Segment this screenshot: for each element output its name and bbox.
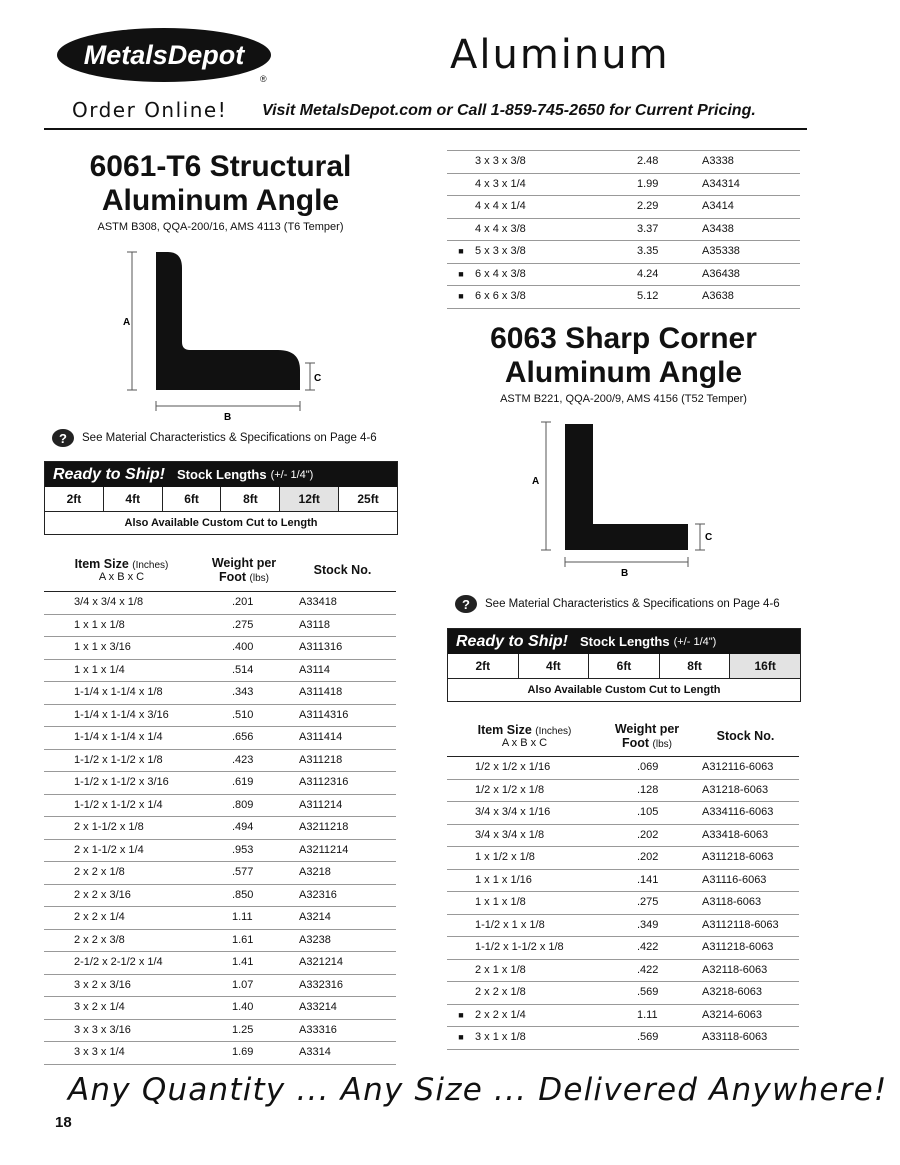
item-size-cell: 3/4 x 3/4 x 1/16 — [475, 806, 551, 818]
table-row — [447, 1005, 799, 1028]
table-row — [44, 705, 396, 728]
logo-text: MetalsDepot — [83, 40, 245, 70]
item-size-cell: 1 x 1 x 1/16 — [475, 873, 532, 886]
stock-no-cell: A34314 — [702, 177, 740, 190]
dim-c-label: C — [705, 532, 713, 543]
right-spec: ASTM B221, QQA-200/9, AMS 4156 (T52 Temper) — [500, 393, 747, 405]
item-size-cell: 1-1/2 x 1-1/2 x 1/4 — [74, 798, 163, 811]
stock-no-cell: A33316 — [299, 1023, 337, 1036]
stock-length-cell: 25ft — [357, 492, 379, 506]
weight-cell: .202 — [637, 851, 659, 863]
weight-cell: .953 — [232, 843, 254, 856]
stock-length-cell: 16ft — [730, 654, 800, 678]
weight-cell: 3.37 — [637, 222, 659, 235]
item-size-cell: 1/2 x 1/2 x 1/16 — [475, 761, 551, 773]
table-row — [447, 196, 800, 219]
stock-no-cell: A3118 — [299, 618, 330, 631]
stock-length-cell: 4ft — [104, 487, 163, 511]
page-title: Aluminum — [450, 32, 670, 78]
bullet-marker: ■ — [458, 246, 464, 256]
weight-cell: .422 — [637, 963, 659, 976]
weight-cell: 1.25 — [232, 1023, 254, 1036]
col-item-size-label: Item Size — [74, 557, 129, 571]
bullet-marker — [447, 757, 475, 779]
bullet-marker — [447, 196, 475, 218]
col-item-size-sub: A x B x C — [98, 571, 145, 583]
weight-cell: .141 — [637, 873, 659, 886]
col-item-size-unit: (Inches) — [132, 560, 169, 571]
stock-no-cell: A32316 — [299, 888, 337, 901]
col-weight-label: Weight per — [614, 722, 680, 736]
weight-cell: 2.48 — [637, 155, 659, 167]
table-row — [44, 592, 396, 615]
item-size-cell: 1 x 1 x 1/8 — [74, 618, 125, 631]
stock-no-cell: A3238 — [299, 933, 331, 946]
weight-cell: .400 — [232, 641, 254, 653]
item-size-cell: 3 x 3 x 3/8 — [475, 155, 526, 167]
bullet-marker — [447, 982, 475, 1004]
stock-no-cell: A311414 — [299, 731, 343, 743]
right-title-line2: Aluminum Angle — [504, 356, 743, 389]
dim-b-label: B — [621, 568, 629, 579]
table-row — [447, 286, 800, 309]
col-stock-no: Stock No. — [716, 729, 775, 743]
weight-cell: .201 — [232, 596, 254, 608]
stock-lengths-row — [448, 654, 800, 679]
bullet-marker — [447, 174, 475, 196]
stock-no-cell: A3218-6063 — [702, 986, 762, 998]
weight-cell: .619 — [232, 776, 254, 788]
left-table-rows — [44, 592, 396, 1065]
weight-cell: .569 — [637, 986, 659, 998]
item-size-cell: 1 x 1 x 1/4 — [74, 663, 125, 676]
right-ready-to-ship-box — [447, 628, 801, 702]
item-size-cell: 2-1/2 x 2-1/2 x 1/4 — [74, 956, 163, 968]
metalsdepot-logo[interactable] — [56, 26, 276, 84]
item-size-cell: 2 x 1 x 1/8 — [475, 963, 526, 976]
weight-cell: .275 — [637, 896, 659, 908]
item-size-cell: 1-1/2 x 1-1/2 x 1/8 — [475, 941, 564, 953]
table-row — [447, 982, 799, 1005]
table-row — [44, 772, 396, 795]
stock-no-cell: A334116-6063 — [702, 806, 774, 818]
tagline: Any Quantity ... Any Size ... Delivered Anywhere! — [68, 1072, 888, 1108]
visit-pricing-text: Visit MetalsDepot.com or Call 1-859-745-2650 for Current Pricing. — [262, 102, 756, 119]
weight-cell: .202 — [637, 828, 659, 841]
stock-no-cell: A311418 — [299, 686, 343, 698]
col-item-size-unit: (Inches) — [535, 726, 572, 737]
left-spec-note[interactable] — [52, 429, 377, 447]
stock-no-cell: A3118-6063 — [702, 896, 762, 908]
item-size-cell: 2 x 1-1/2 x 1/8 — [74, 821, 144, 833]
right-product-table — [447, 716, 799, 1050]
bullet-marker — [447, 802, 475, 824]
bullet-marker: ■ — [458, 1032, 464, 1042]
stock-no-cell: A35338 — [702, 245, 740, 257]
question-icon: ? — [455, 595, 477, 613]
weight-cell: 1.99 — [637, 177, 659, 190]
right-spec-note[interactable] — [455, 595, 780, 613]
table-row — [447, 1027, 799, 1050]
weight-cell: 2.29 — [637, 200, 659, 212]
item-size-cell: 4 x 4 x 1/4 — [475, 200, 526, 212]
weight-cell: 1.07 — [232, 978, 254, 991]
stock-no-cell: A311218 — [299, 753, 343, 766]
stock-no-cell: A312116-6063 — [702, 761, 774, 773]
dim-c-label: C — [314, 373, 322, 384]
bullet-marker: ■ — [458, 1009, 464, 1020]
stock-no-cell: A3638 — [702, 290, 734, 302]
table-row — [44, 750, 396, 773]
table-row — [44, 1020, 396, 1043]
bullet-marker — [447, 892, 475, 914]
col-weight-unit: (lbs) — [249, 573, 269, 584]
table-row — [447, 151, 800, 174]
table-row — [44, 1042, 396, 1065]
table-header — [44, 549, 396, 592]
stock-length-cell: 2ft — [448, 654, 519, 678]
weight-cell: .850 — [232, 888, 254, 901]
stock-no-cell: A31116-6063 — [702, 873, 767, 886]
weight-cell: .069 — [637, 761, 659, 773]
stock-length-cell: 2ft — [45, 487, 104, 511]
stock-length-cell: 8ft — [221, 487, 280, 511]
table-row — [44, 795, 396, 818]
item-size-cell: 3/4 x 3/4 x 1/8 — [74, 596, 144, 608]
table-row — [44, 975, 396, 998]
col-item-size — [447, 723, 602, 749]
bullet-marker — [447, 780, 475, 802]
col-stock-no: Stock No. — [313, 563, 372, 577]
left-product-table — [44, 549, 396, 1065]
col-item-size — [44, 557, 199, 583]
weight-cell: 4.24 — [637, 267, 659, 280]
stock-length-cell: 8ft — [660, 654, 731, 678]
stock-no-cell: A3114316 — [299, 708, 349, 721]
item-size-cell: 6 x 4 x 3/8 — [475, 267, 526, 280]
item-size-cell: 2 x 2 x 1/4 — [74, 911, 125, 923]
table-row — [447, 847, 799, 870]
weight-cell: .349 — [637, 918, 659, 931]
left-title-line1: 6061-T6 Structural — [89, 150, 352, 183]
item-size-cell: 2 x 2 x 3/8 — [74, 933, 125, 946]
table-row — [447, 802, 799, 825]
dim-a-label: A — [123, 317, 131, 328]
table-row — [447, 174, 800, 197]
dim-a-label: A — [532, 476, 540, 487]
stock-no-cell: A3414 — [702, 200, 734, 212]
weight-cell: 1.11 — [637, 1008, 658, 1021]
item-size-cell: 2 x 2 x 1/8 — [475, 986, 526, 998]
left-ready-to-ship-box — [44, 461, 398, 535]
stock-length-cell: 12ft — [280, 487, 339, 511]
stock-no-cell: A311218-6063 — [702, 941, 774, 953]
table-row — [447, 219, 800, 242]
question-icon: ? — [52, 429, 74, 447]
table-row — [44, 907, 396, 930]
left-spec: ASTM B308, QQA-200/16, AMS 4113 (T6 Temper) — [97, 221, 344, 233]
stock-no-cell: A332316 — [299, 978, 344, 991]
stock-no-cell: A33214 — [299, 1001, 337, 1013]
weight-cell: .656 — [232, 731, 254, 743]
weight-cell: .128 — [637, 783, 659, 796]
item-size-cell: 1-1/2 x 1-1/2 x 3/16 — [74, 776, 169, 788]
bullet-marker — [447, 847, 475, 869]
table-row — [447, 241, 800, 264]
weight-cell: 3.35 — [637, 245, 659, 257]
weight-cell: .809 — [232, 798, 254, 811]
custom-cut-note: Also Available Custom Cut to Length — [527, 684, 721, 696]
stock-length-cell: 6ft — [589, 654, 660, 678]
table-row — [447, 960, 799, 983]
item-size-cell: 4 x 3 x 1/4 — [475, 177, 526, 190]
stock-length-cell: 6ft — [163, 487, 222, 511]
stock-no-cell: A32118-6063 — [702, 963, 768, 976]
weight-cell: .423 — [232, 753, 254, 766]
left-section-title — [44, 150, 397, 218]
col-weight — [199, 556, 289, 584]
stock-no-cell: A3218 — [299, 866, 331, 878]
weight-cell: .494 — [232, 821, 254, 833]
stock-no-cell: A33118-6063 — [702, 1031, 768, 1043]
weight-cell: .569 — [637, 1031, 659, 1043]
table-row — [447, 757, 799, 780]
stock-no-cell: A311316 — [299, 641, 343, 653]
table-row — [44, 862, 396, 885]
item-size-cell: 2 x 2 x 3/16 — [74, 888, 131, 901]
bullet-marker — [447, 870, 475, 892]
dim-b-label: B — [224, 412, 232, 423]
right-section-title — [447, 322, 800, 390]
stock-no-cell: A3338 — [702, 155, 734, 167]
stock-no-cell: A3214-6063 — [702, 1008, 762, 1021]
col-item-size-sub: A x B x C — [501, 737, 548, 749]
col-weight-label: Weight per — [211, 556, 277, 570]
angle-rounded-diagram — [118, 246, 328, 429]
order-online-link[interactable]: Order Online! — [72, 98, 228, 122]
weight-cell: .422 — [637, 941, 659, 953]
item-size-cell: 1 x 1 x 1/8 — [475, 896, 526, 908]
right-note-text: See Material Characteristics & Specifications on Page 4-6 — [485, 598, 780, 610]
weight-cell: .105 — [637, 806, 659, 818]
table-row — [44, 637, 396, 660]
item-size-cell: 3 x 3 x 3/16 — [74, 1023, 131, 1036]
left-title-line2: Aluminum Angle — [101, 184, 340, 217]
right-continued-rows — [447, 151, 800, 309]
item-size-cell: 1-1/2 x 1-1/2 x 1/8 — [74, 753, 163, 766]
custom-cut-note: Also Available Custom Cut to Length — [124, 517, 318, 529]
stock-no-cell: A321214 — [299, 956, 344, 968]
item-size-cell: 3 x 2 x 1/4 — [74, 1001, 125, 1013]
header-divider — [44, 128, 807, 130]
stock-no-cell: A3112316 — [299, 776, 349, 788]
weight-cell: 1.69 — [232, 1046, 254, 1058]
item-size-cell: 3/4 x 3/4 x 1/8 — [475, 828, 545, 841]
stock-no-cell: A3214 — [299, 911, 331, 923]
weight-cell: .577 — [232, 866, 254, 878]
angle-sharp-diagram — [528, 418, 728, 585]
weight-cell: 1.11 — [232, 911, 253, 923]
stock-no-cell: A3112118-6063 — [702, 918, 779, 931]
weight-cell: 5.12 — [637, 290, 659, 302]
bullet-marker: ■ — [458, 291, 464, 301]
table-row — [447, 264, 800, 287]
weight-cell: .510 — [232, 708, 254, 721]
col-weight-label2: Foot — [218, 570, 247, 584]
table-row — [447, 780, 799, 803]
bullet-marker — [447, 960, 475, 982]
col-weight-unit: (lbs) — [652, 739, 672, 750]
item-size-cell: 5 x 3 x 3/8 — [475, 245, 526, 257]
item-size-cell: 1-1/2 x 1 x 1/8 — [475, 918, 545, 931]
item-size-cell: 3 x 2 x 3/16 — [74, 978, 131, 991]
bullet-marker — [447, 915, 475, 937]
stock-lengths-label: Stock Lengths — [580, 634, 670, 649]
item-size-cell: 1-1/4 x 1-1/4 x 1/4 — [74, 731, 163, 743]
logo-registered-mark: ® — [260, 74, 267, 84]
ready-to-ship-bar — [448, 629, 800, 654]
item-size-cell: 2 x 1-1/2 x 1/4 — [74, 843, 144, 856]
item-size-cell: 1 x 1 x 3/16 — [74, 641, 131, 653]
table-row — [44, 660, 396, 683]
table-row — [44, 930, 396, 953]
stock-no-cell: A3211218 — [299, 821, 349, 833]
stock-no-cell: A3438 — [702, 222, 734, 235]
item-size-cell: 1-1/4 x 1-1/4 x 1/8 — [74, 686, 163, 698]
bullet-marker — [447, 937, 475, 959]
stock-lengths-label: Stock Lengths — [177, 467, 267, 482]
item-size-cell: 6 x 6 x 3/8 — [475, 290, 526, 302]
stock-no-cell: A3211214 — [299, 843, 349, 856]
stock-no-cell: A33418-6063 — [702, 828, 769, 841]
item-size-cell: 1/2 x 1/2 x 1/8 — [475, 783, 545, 796]
stock-no-cell: A311214 — [299, 798, 343, 811]
stock-length-cell: 4ft — [519, 654, 590, 678]
stock-no-cell: A3314 — [299, 1046, 331, 1058]
item-size-cell: 1 x 1/2 x 1/8 — [475, 851, 535, 863]
table-row — [44, 727, 396, 750]
table-row — [44, 817, 396, 840]
stock-no-cell: A3114 — [299, 663, 330, 676]
bullet-marker: ■ — [458, 268, 464, 279]
weight-cell: .514 — [232, 663, 254, 676]
ready-to-ship-label: Ready to Ship! — [53, 465, 166, 483]
tolerance-label: (+/- 1/4") — [673, 635, 717, 648]
weight-cell: .275 — [232, 618, 254, 631]
page-number: 18 — [55, 1114, 72, 1131]
stock-no-cell: A36438 — [702, 267, 740, 280]
table-row — [447, 915, 799, 938]
table-row — [44, 997, 396, 1020]
bullet-marker — [447, 219, 475, 241]
table-row — [447, 825, 799, 848]
ready-to-ship-bar — [45, 462, 397, 487]
item-size-cell: 3 x 3 x 1/4 — [74, 1046, 125, 1058]
col-weight — [602, 722, 692, 750]
item-size-cell: 4 x 4 x 3/8 — [475, 222, 526, 235]
table-row — [447, 937, 799, 960]
right-title-line1: 6063 Sharp Corner — [490, 322, 757, 355]
table-row — [44, 615, 396, 638]
ready-to-ship-label: Ready to Ship! — [456, 632, 569, 650]
table-header — [447, 716, 799, 757]
item-size-cell: 3 x 1 x 1/8 — [475, 1031, 526, 1043]
col-weight-label2: Foot — [621, 736, 650, 750]
item-size-cell: 2 x 2 x 1/8 — [74, 866, 125, 878]
table-row — [44, 885, 396, 908]
left-note-text: See Material Characteristics & Specifications on Page 4-6 — [82, 432, 377, 444]
tolerance-label: (+/- 1/4") — [270, 468, 314, 481]
right-table-rows — [447, 757, 799, 1050]
table-row — [44, 682, 396, 705]
bullet-marker — [447, 825, 475, 847]
weight-cell: 1.41 — [232, 956, 254, 968]
col-item-size-label: Item Size — [477, 723, 532, 737]
weight-cell: .343 — [232, 686, 254, 698]
stock-no-cell: A33418 — [299, 596, 337, 608]
weight-cell: 1.40 — [232, 1001, 254, 1013]
table-row — [44, 840, 396, 863]
right-continued-table — [447, 150, 800, 309]
item-size-cell: 2 x 2 x 1/4 — [475, 1008, 526, 1021]
item-size-cell: 1-1/4 x 1-1/4 x 3/16 — [74, 708, 169, 721]
table-row — [447, 892, 799, 915]
table-row — [447, 870, 799, 893]
weight-cell: 1.61 — [232, 933, 254, 946]
stock-no-cell: A311218-6063 — [702, 851, 774, 863]
table-row — [44, 952, 396, 975]
stock-lengths-row — [45, 487, 397, 512]
stock-no-cell: A31218-6063 — [702, 783, 769, 796]
bullet-marker — [447, 151, 475, 173]
